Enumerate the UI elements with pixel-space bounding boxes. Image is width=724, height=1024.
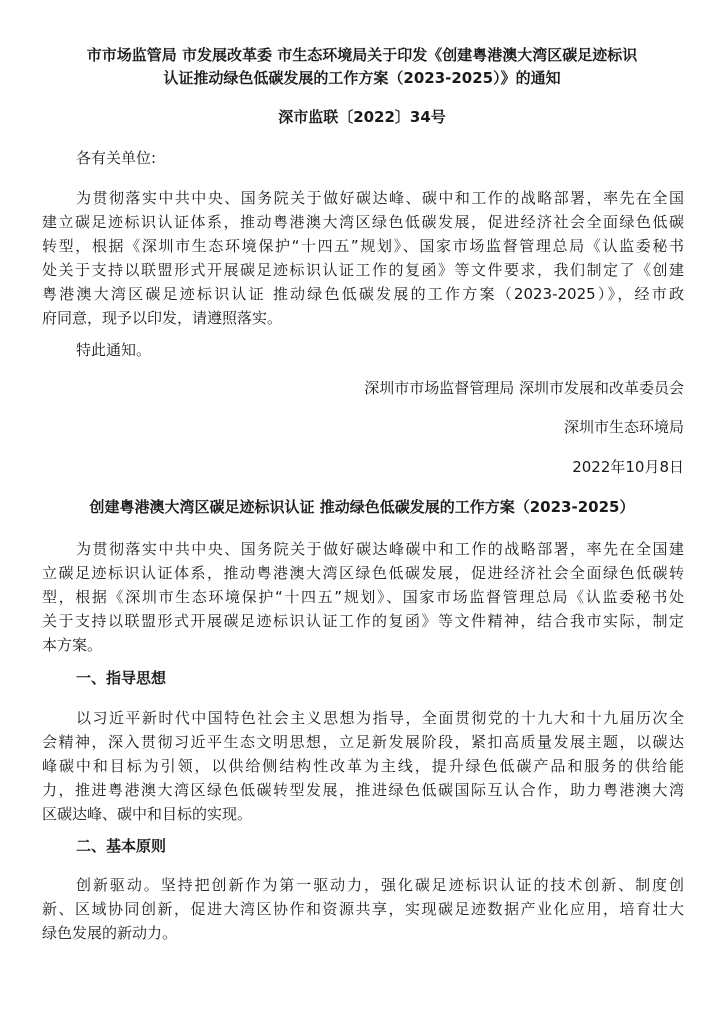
plan-intro-line: 立碳足迹标识认证体系，推动粤港澳大湾区绿色低碳发展，促进经济社会全面绿色低碳转 (42, 564, 684, 582)
notice-body-line: 处关于支持以联盟形式开展碳足迹标识认证工作的复函》等文件要求，我们制定了《创建 (42, 261, 684, 279)
section1-line: 以习近平新时代中国特色社会主义思想为指导，全面贯彻党的十九大和十九届历次全 (76, 709, 684, 727)
plan-intro-line: 关于支持以联盟形式开展碳足迹标识认证工作的复函》等文件精神，结合我市实际，制定 (42, 612, 684, 630)
notice-title-line-2: 认证推动绿色低碳发展的工作方案（2023-2025）》的通知 (163, 69, 561, 87)
notice-body-line: 建立碳足迹标识认证体系，推动粤港澳大湾区绿色低碳发展，促进经济社会全面绿色低碳 (42, 213, 684, 231)
section2-line: 绿色发展的新动力。 (42, 924, 178, 942)
section1-line: 会精神，深入贯彻习近平生态文明思想，立足新发展阶段，紧扣高质量发展主题，以碳达 (42, 733, 684, 751)
salutation: 各有关单位: (76, 149, 157, 167)
notice-body-line: 为贯彻落实中共中央、国务院关于做好碳达峰、碳中和工作的战略部署，率先在全国 (76, 189, 684, 207)
notice-body-line: 府同意，现予以印发，请遵照落实。 (42, 309, 283, 327)
plan-intro-line: 型，根据《深圳市生态环境保护“十四五”规划》、国家市场监督管理总局《认监委秘书处 (42, 588, 684, 606)
section2-line: 新、区域协同创新，促进大湾区协作和资源共享，实现碳足迹数据产业化应用，培育壮大 (42, 900, 684, 918)
plan-title: 创建粤港澳大湾区碳足迹标识认证 推动绿色低碳发展的工作方案（2023-2025） (89, 498, 635, 516)
signature-issuers: 深圳市市场监督管理局 深圳市发展和改革委员会 (364, 379, 684, 397)
plan-intro-line: 本方案。 (42, 636, 103, 654)
notice-title-line-1: 市市场监管局 市发展改革委 市生态环境局关于印发《创建粤港澳大湾区碳足迹标识 (86, 46, 638, 64)
section1-line: 峰碳中和目标为引领，以供给侧结构性改革为主线，提升绿色低碳产品和服务的供给能 (42, 757, 684, 775)
section2-line: 创新驱动。坚持把创新作为第一驱动力，强化碳足迹标识认证的技术创新、制度创 (76, 876, 684, 894)
closing-text: 特此通知。 (76, 341, 152, 359)
section-heading-basic-principles: 二、基本原则 (76, 837, 167, 855)
section-heading-guiding-ideology: 一、指导思想 (76, 669, 167, 687)
issue-date: 2022年10月8日 (572, 458, 684, 476)
section1-line: 区碳达峰、碳中和目标的实现。 (42, 805, 253, 823)
section1-line: 力，推进粤港澳大湾区绿色低碳转型发展，推进绿色低碳国际互认合作，助力粤港澳大湾 (42, 781, 684, 799)
document-number: 深市监联〔2022〕34号 (278, 108, 446, 126)
signature-issuer: 深圳市生态环境局 (563, 418, 684, 436)
notice-body-line: 粤港澳大湾区碳足迹标识认证 推动绿色低碳发展的工作方案（2023-2025）》，经市政 (42, 285, 684, 303)
notice-body-line: 转型，根据《深圳市生态环境保护“十四五”规划》、国家市场监督管理总局《认监委秘书 (42, 237, 684, 255)
plan-intro-line: 为贯彻落实中共中央、国务院关于做好碳达峰碳中和工作的战略部署，率先在全国建 (76, 540, 684, 558)
